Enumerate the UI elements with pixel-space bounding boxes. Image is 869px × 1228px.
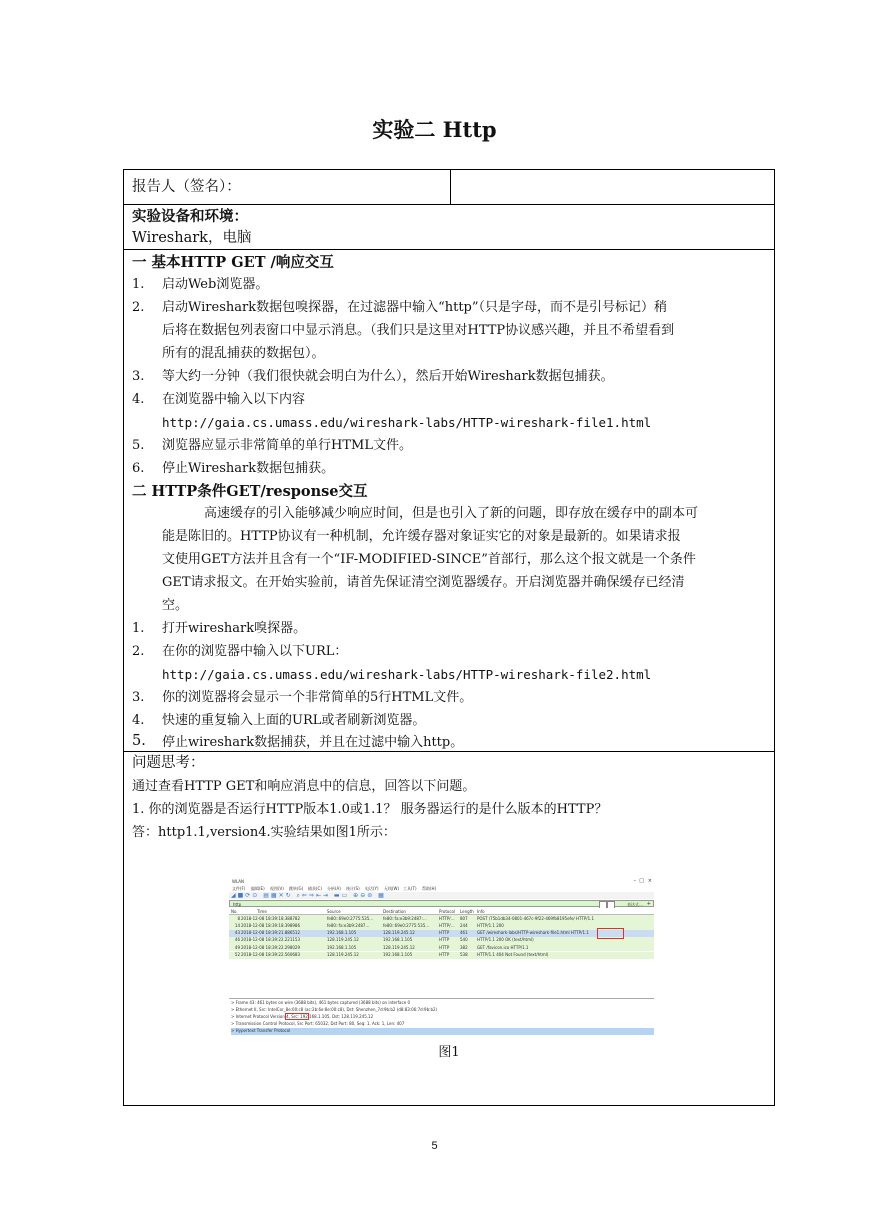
menu-bar [229,885,654,891]
row-divider [124,249,774,250]
list-item-number: 3. [132,690,145,705]
page-number: 5 [431,1140,438,1152]
display-filter-input[interactable] [229,900,654,907]
packet-cell-proto: HTTP [439,952,450,957]
packet-cell-info: GET /favicon.ico HTTP/1.1 [477,944,529,950]
col-info[interactable]: Info [477,909,485,914]
packet-cell-src: fe80::69e0:2775:535… [327,915,374,921]
packet-cell-no: 43 [234,930,240,936]
detail-row[interactable]: > Frame 43: 461 bytes on wire (3688 bits), 461 bytes captured (3688 bits) on interface 0 [231,1000,410,1005]
packet-cell-src: fe80::fa:e3b9:2487… [327,922,370,928]
url-text: http://gaia.cs.umass.edu/wireshark-labs/HTTP-wireshark-file2.html [162,667,652,682]
detail-row[interactable]: > Transmission Control Protocol, Src Port: 65032, Dst Port: 80, Seq: 1, Ack: 1, Len: 407 [231,1021,405,1026]
packet-row[interactable] [229,937,654,944]
paragraph-line: 文使用GET方法并且含有一个“IF-MODIFIED-SINCE”首部行，那么这个报文就是一个条件 [162,552,696,567]
packet-cell-time: 2018-12-08 18:39:21.886512 [241,930,301,936]
add-filter-icon[interactable]: + [646,901,651,907]
window-title: WLAN [232,879,245,884]
packet-cell-src: 192.168.1.105 [327,944,357,950]
col-time[interactable]: Time [257,909,267,914]
list-item-number: 2. [132,300,145,315]
packet-cell-len: 807 [460,915,468,921]
env-heading: 实验设备和环境： [132,208,248,225]
packet-cell-info: HTTP/1.1 200 [477,922,504,928]
menu-item[interactable]: 视图(V) [270,886,284,891]
packet-cell-proto: HTTP/… [439,922,455,928]
menu-item[interactable]: 电话(Y) [365,886,379,891]
packet-cell-no: 52 [234,952,240,957]
packet-cell-time: 2018-12-08 18:39:22.560683 [241,952,301,957]
packet-cell-time: 2018-12-08 18:39:18.398986 [241,922,301,928]
packet-cell-dst: fe80::fa:e3b9:2487:… [383,915,427,921]
close-icon[interactable]: × [647,878,652,884]
menu-item[interactable]: 分析(A) [327,886,341,891]
highlight-box [597,928,624,939]
section1-heading: 一 基本HTTP GET /响应交互 [132,254,334,271]
list-item: 停止wireshark数据捕获，并且在过滤中输入http。 [162,735,464,750]
list-item: 你的浏览器将会显示一个非常简单的5行HTML文件。 [162,690,473,705]
col-destination[interactable]: Destination [383,909,406,914]
list-item: 浏览器应显示非常简单的单行HTML文件。 [162,438,412,453]
signature-cell[interactable] [451,170,775,204]
packet-cell-info: GET /wireshark-labs/HTTP-wireshark-file1.html HTTP/1.1 [477,930,589,936]
packet-cell-src: 128.119.245.12 [327,937,359,943]
packet-list-header [229,908,654,915]
paragraph-line: GET请求报文。在开始实验前，请首先保证清空浏览器缓存。开启浏览器并确保缓存已经清 [162,575,685,590]
packet-row[interactable] [229,915,654,922]
page-title: 实验二 Http [372,117,497,142]
menu-item[interactable]: 捕获(C) [308,886,322,891]
window-titlebar [229,878,654,884]
packet-cell-len: 540 [460,937,468,943]
packet-cell-len: 461 [460,930,468,936]
list-item-cont: 所有的混乱捕获的数据包）。 [162,346,325,361]
toolbar-icons[interactable]: ◢■⟳⊙ ▤▦✕↻ ⌕⇐⇒⇤⇥ ▬▭ ⊕⊖⊜ ▦ [231,892,386,899]
list-item-number: 4. [132,392,145,407]
list-item-number: 5. [132,438,145,453]
packet-cell-proto: HTTP [439,944,450,950]
list-item: 在浏览器中输入以下内容 [162,392,306,407]
paragraph-line: 空。 [162,598,189,613]
list-item: 快速的重复输入上面的URL或者刷新浏览器。 [162,713,426,728]
menu-item[interactable]: 文件(F) [232,886,246,891]
packet-cell-dst: 192.168.1.105 [383,937,413,943]
packet-cell-no: 46 [234,937,240,943]
packet-cell-dst: 128.119.245.12 [383,944,415,950]
packet-cell-dst: fe80::69e0:2775:535… [383,922,430,928]
list-item: 等大约一分钟（我们很快就会明白为什么），然后开始Wireshark数据包捕获。 [162,369,614,384]
packet-cell-proto: HTTP [439,937,450,943]
url-text: http://gaia.cs.umass.edu/wireshark-labs/HTTP-wireshark-file1.html [162,415,652,430]
packet-row[interactable] [229,922,654,929]
wireshark-screenshot [229,878,654,1038]
packet-cell-time: 2018-12-08 18:39:18.388782 [241,915,301,921]
packet-list [229,915,654,959]
menu-item[interactable]: 跳转(G) [289,886,304,891]
list-item: 打开wireshark嗅探器。 [162,621,307,636]
section2-heading: 二 HTTP条件GET/response交互 [132,483,368,500]
version-highlight-box [285,1013,309,1020]
packet-cell-info: HTTP/1.1 200 OK (text/html) [477,937,534,943]
packet-cell-proto: HTTP [439,930,450,936]
row-divider [124,204,774,205]
packet-row[interactable] [229,944,654,951]
packet-cell-proto: HTTP/… [439,915,455,921]
packet-list-blank [229,962,654,997]
packet-row[interactable] [229,952,654,959]
packet-cell-info: POST /75b1db34-0801-467c-9f22-469fb8195efe/ HTTP/1.1 [477,915,594,921]
env-text: Wireshark，电脑 [132,230,252,246]
list-item-number: 4. [132,713,145,728]
packet-row[interactable] [229,930,654,937]
list-item: 启动Web浏览器。 [162,277,269,292]
packet-cell-dst: 128.119.245.12 [383,930,415,936]
detail-row[interactable]: > Hypertext Transfer Protocol [231,1028,654,1035]
list-item-number: 1. [132,277,145,292]
list-item-cont: 后将在数据包列表窗口中显示消息。（我们只是这里对HTTP协议感兴趣，并且不希望看到 [162,323,675,338]
pane-divider [229,998,654,999]
questions-intro: 通过查看HTTP GET和响应消息中的信息，回答以下问题。 [132,779,476,794]
packet-cell-len: 538 [460,952,468,957]
menu-item[interactable]: 工具(T) [403,886,417,891]
packet-cell-time: 2018-12-08 18:39:22.298029 [241,944,301,950]
question-1: 1. 你的浏览器是否运行HTTP版本1.0或1.1？ 服务器运行的是什么版本的HTTP？ [132,802,608,817]
questions-heading: 问题思考： [132,755,205,771]
filter-text: http [233,902,242,907]
figure-caption: 图1 [438,1045,460,1060]
paragraph-line: 能是陈旧的。HTTP协议有一种机制，允许缓存器对象证实它的对象是最新的。如果请求报 [162,529,681,544]
list-item: 启动Wireshark数据包嗅探器，在过滤器中输入“http”（只是字母，而不是引号标记）稍 [162,300,668,315]
packet-cell-no: 49 [234,944,240,950]
menu-item[interactable]: 无线(W) [384,886,400,891]
list-item-number: 2. [132,644,145,659]
reporter-label: 报告人（签名）： [132,179,241,195]
packet-cell-info: HTTP/1.1 404 Not Found (text/html) [477,952,549,957]
expression-button[interactable]: 表达式… [627,902,643,907]
maximize-icon[interactable]: □ [639,878,644,884]
list-item-number: 6. [132,461,145,476]
packet-cell-time: 2018-12-08 18:39:22.221153 [241,937,301,943]
packet-cell-no: 14 [234,922,240,928]
packet-cell-len: 244 [460,922,468,928]
packet-cell-dst: 192.168.1.105 [383,952,413,957]
col-length[interactable]: Length [460,909,474,914]
list-item-number: 3. [132,369,145,384]
menu-item[interactable]: 编辑(E) [251,886,265,891]
menu-item[interactable]: 统计(S) [346,886,360,891]
menu-item[interactable]: 帮助(H) [422,886,437,891]
packet-cell-src: 192.168.1.105 [327,930,357,936]
toolbar [229,892,654,899]
col-no[interactable]: No. [231,909,238,914]
list-item-number: 1. [132,621,145,636]
paragraph-line: 高速缓存的引入能够减少响应时间，但是也引入了新的问题，即存放在缓存中的副本可 [204,506,699,521]
col-protocol[interactable]: Protocol [439,909,456,914]
packet-cell-no: 8 [237,915,240,921]
packet-cell-len: 382 [460,944,468,950]
detail-row[interactable]: > Internet Protocol Version 4, Src: 192.168.1.105, Dst: 128.119.245.12 [231,1014,374,1019]
list-item: 停止Wireshark数据包捕获。 [162,461,335,476]
answer-1: 答：http1.1,version4.实验结果如图1所示： [132,825,396,840]
minimize-icon[interactable]: – [633,878,636,884]
list-item-number: 5. [132,733,146,749]
packet-cell-src: 128.119.245.12 [327,952,359,957]
detail-row[interactable]: > Ethernet II, Src: IntelCor_8e:00:c8 (ac:2b:6e:8e:00:c8), Dst: Shenzhen_7d:9b:b2 (d8:83:06:7d:9b:b2) [231,1007,438,1012]
col-source[interactable]: Source [327,909,341,914]
list-item: 在你的浏览器中输入以下URL： [162,644,348,659]
report-table [123,169,775,1106]
